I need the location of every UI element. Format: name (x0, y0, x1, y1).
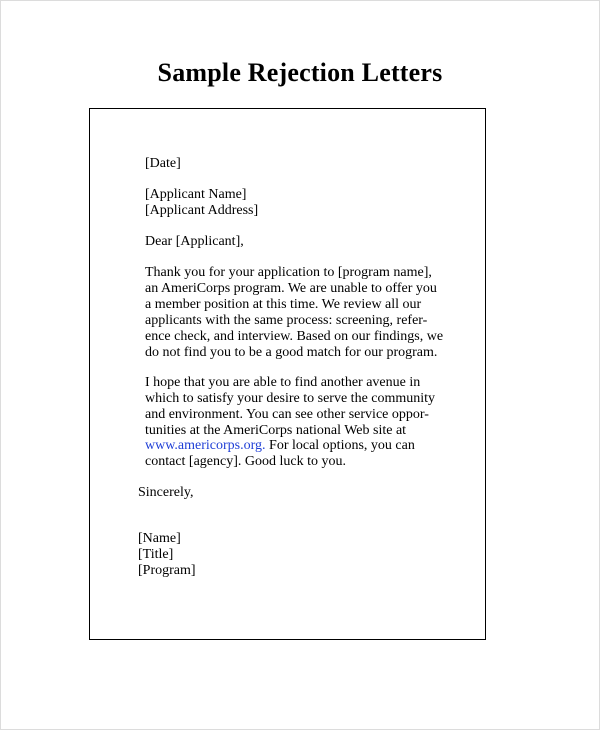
signature-name: [Name] (138, 531, 181, 546)
document-title: Sample Rejection Letters (157, 58, 443, 87)
closing: Sincerely, (138, 485, 194, 500)
paragraph-2-line: contact [agency]. Good luck to you. (145, 454, 346, 469)
paragraph-2-line: which to satisfy your desire to serve the community (145, 391, 436, 406)
letter-date: [Date] (145, 156, 181, 171)
paragraph-2-link-line (145, 438, 415, 454)
applicant-name: [Applicant Name] (145, 187, 247, 202)
applicant-address: [Applicant Address] (145, 203, 259, 218)
paragraph-1-line: ence check, and interview. Based on our findings, we (145, 329, 444, 344)
paragraph-1-line: a member position at this time. We review all our (145, 297, 422, 312)
signature-program: [Program] (138, 563, 196, 578)
paragraph-1-line: Thank you for your application to [program name], (145, 265, 432, 280)
signature-title: [Title] (138, 547, 174, 562)
paragraph-2-line: I hope that you are able to find another avenue in (145, 375, 421, 390)
paragraph-2-text: For local options, you can (265, 438, 415, 453)
paragraph-1-line: applicants with the same process: screening, refer- (145, 313, 428, 328)
paragraph-2-line: and environment. You can see other service oppor- (145, 407, 429, 422)
paragraph-2-line: tunities at the AmeriCorps national Web site at (145, 423, 407, 438)
salutation: Dear [Applicant], (145, 234, 244, 249)
paragraph-1-line: do not find you to be a good match for our program. (145, 345, 438, 360)
americorps-link[interactable]: www.americorps.org. (145, 438, 266, 453)
paragraph-1-line: an AmeriCorps program. We are unable to offer you (145, 281, 437, 296)
